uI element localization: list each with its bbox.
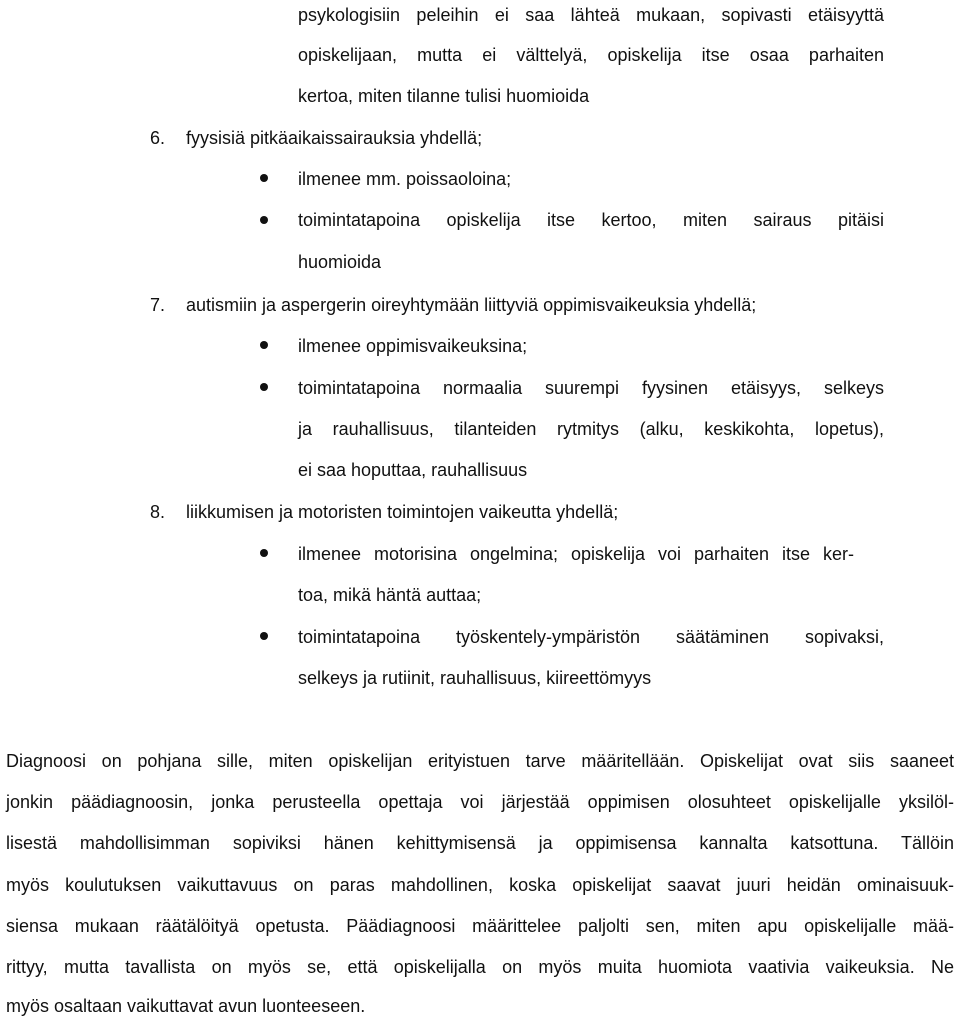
list-number: 7. — [150, 295, 166, 315]
intro-line: opiskelijaan, mutta ei välttelyä, opiskelija itse osaa parhaiten — [298, 45, 884, 65]
bullet-text: ilmenee oppimisvaikeuksina; — [298, 336, 528, 356]
bullet-icon — [260, 174, 268, 182]
list-heading: fyysisiä pitkäaikaissairauksia yhdellä; — [186, 128, 483, 148]
bullet-text: selkeys ja rutiinit, rauhallisuus, kiireettömyys — [298, 668, 652, 688]
bullet-icon — [260, 216, 268, 224]
bullet-icon — [260, 632, 268, 640]
intro-line: kertoa, miten tilanne tulisi huomioida — [298, 86, 590, 106]
list-number: 6. — [150, 128, 166, 148]
bullet-icon — [260, 341, 268, 349]
paragraph-line: Diagnoosi on pohjana sille, miten opiskelijan erityistuen tarve määritellään. Opiskelijat ovat siis saaneet — [6, 751, 954, 771]
bullet-text: toimintatapoina opiskelija itse kertoo, miten sairaus pitäisi — [298, 210, 884, 230]
paragraph-line: lisestä mahdollisimman sopiviksi hänen kehittymisensä ja oppimisensa kannalta katsottuna. Tällöin — [6, 833, 954, 853]
paragraph-line: myös osaltaan vaikuttavat avun luonteeseen. — [6, 996, 366, 1016]
list-number: 8. — [150, 502, 166, 522]
bullet-text: toimintatapoina työskentely-ympäristön säätäminen sopivaksi, — [298, 627, 884, 647]
bullet-text: ei saa hoputtaa, rauhallisuus — [298, 460, 528, 480]
paragraph-line: myös koulutuksen vaikuttavuus on paras mahdollinen, koska opiskelijat saavat juuri heidän ominaisuuk- — [6, 875, 954, 895]
intro-line: psykologisiin peleihin ei saa lähteä mukaan, sopivasti etäisyyttä — [298, 5, 884, 25]
paragraph-line: siensa mukaan räätälöityä opetusta. Päädiagnoosi määrittelee paljolti sen, miten apu opiskelijalle mää- — [6, 916, 954, 936]
bullet-text: ja rauhallisuus, tilanteiden rytmitys (alku, keskikohta, lopetus), — [298, 419, 884, 439]
list-heading: autismiin ja aspergerin oireyhtymään liittyviä oppimisvaikeuksia yhdellä; — [186, 295, 757, 315]
bullet-text: ilmenee mm. poissaoloina; — [298, 169, 512, 189]
bullet-text: toimintatapoina normaalia suurempi fyysinen etäisyys, selkeys — [298, 378, 884, 398]
list-heading: liikkumisen ja motoristen toimintojen vaikeutta yhdellä; — [186, 502, 619, 522]
paragraph-line: jonkin päädiagnoosin, jonka perusteella opettaja voi järjestää oppimisen olosuhteet opiskelijalle yksilöl- — [6, 792, 954, 812]
bullet-text: huomioida — [298, 252, 382, 272]
bullet-text: toa, mikä häntä auttaa; — [298, 585, 482, 605]
paragraph-line: rittyy, mutta tavallista on myös se, että opiskelijalla on myös muita huomiota vaativia vaikeuksia. Ne — [6, 957, 954, 977]
bullet-icon — [260, 549, 268, 557]
bullet-icon — [260, 383, 268, 391]
bullet-text: ilmenee motorisina ongelmina; opiskelija voi parhaiten itse ker- — [298, 544, 854, 564]
